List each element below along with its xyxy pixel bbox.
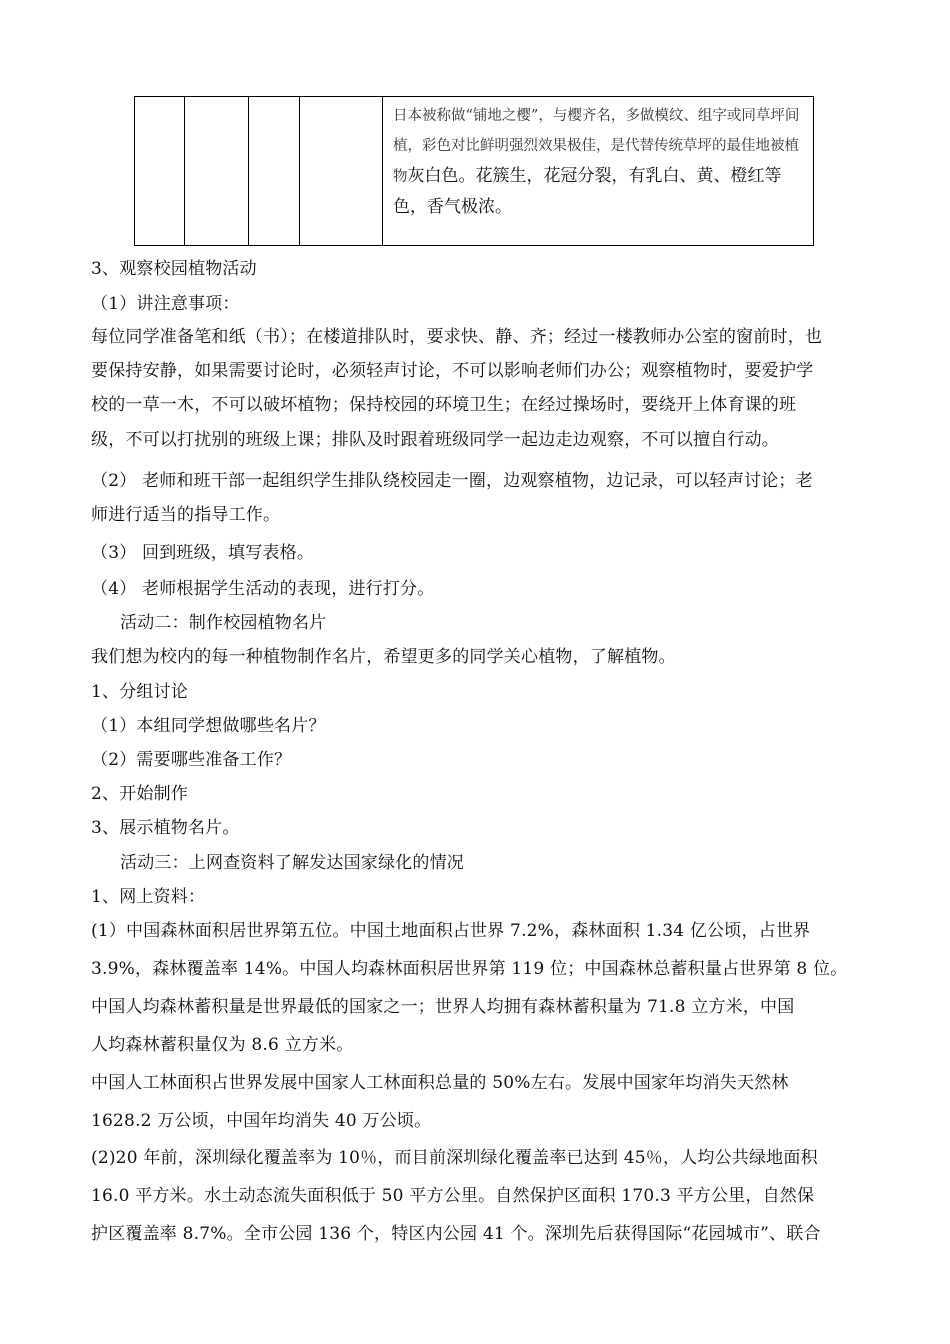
text-line: 1、网上资料： [91,887,206,907]
text-line: 师进行适当的指导工作。 [91,505,281,525]
text-line: 1628.2 万公顷，中国年均消失 40 万公顷。 [91,1111,432,1131]
plant-table [134,96,814,246]
text-line: 3、展示植物名片。 [91,818,240,838]
text-line: 要保持安静，如果需要讨论时，必须轻声讨论，不可以影响老师们办公；观察植物时，要爱护学 [91,361,814,381]
table-cell-empty [185,97,249,246]
text-line: 3、观察校园植物活动 [91,259,257,279]
table-cell-empty [249,97,300,246]
text-line: （3） 回到班级，填写表格。 [91,543,315,563]
text-line: 2、开始制作 [91,784,189,804]
text-line: 护区覆盖率 8.7%。全市公园 136 个，特区内公园 41 个。深圳先后获得国际“花园城市”、联合 [91,1224,821,1244]
text-line: （1）讲注意事项： [91,294,240,314]
text-line: 16.0 平方米。水土动态流失面积低于 50 平方公里。自然保护区面积 170.3 平方公里，自然保 [91,1186,815,1206]
text-line: 中国人均森林蓄积量是世界最低的国家之一；世界人均拥有森林蓄积量为 71.8 立方米，中国 [91,997,795,1017]
text-line: 每位同学准备笔和纸（书）；在楼道排队时，要求快、静、齐；经过一楼教师办公室的窗前时，也 [91,327,823,347]
plant-description [383,97,813,223]
text-line: （2） 老师和班干部一起组织学生排队绕校园走一圈，边观察植物，边记录，可以轻声讨论；老 [91,471,813,491]
text-line: 1、分组讨论 [91,682,189,702]
description-small-text: 日本被称做“铺地之樱”，与樱齐名，多做模纹、组字或同草坪间植，彩色对比鲜明强烈效果极佳，是代替传统草坪的最佳地被植物 [393,108,800,185]
description-large-text: 灰白色。花簇生，花冠分裂，有乳白、黄、橙红等色，香气极浓。 [393,166,782,217]
table-row [135,97,814,246]
text-line: （2）需要哪些准备工作？ [91,750,292,770]
section-heading: 活动二：制作校园植物名片 [120,613,327,633]
text-line: 我们想为校内的每一种植物制作名片，希望更多的同学关心植物，了解植物。 [91,647,676,667]
table-cell-description [383,97,814,246]
text-line: 中国人工林面积占世界发展中国家人工林面积总量的 50%左右。发展中国家年均消失天然林 [91,1073,789,1093]
text-line: (1）中国森林面积居世界第五位。中国土地面积占世界 7.2%，森林面积 1.34 亿公顷，占世界 [91,921,811,941]
text-line: 人均森林蓄积量仅为 8.6 立方米。 [91,1035,354,1055]
table-cell-empty [135,97,185,246]
text-line: 校的一草一木，不可以破坏植物；保持校园的环境卫生；在经过操场时，要绕开上体育课的班 [91,395,797,415]
section-heading: 活动三：上网查资料了解发达国家绿化的情况 [120,853,464,873]
text-line: (2)20 年前，深圳绿化覆盖率为 10％，而目前深圳绿化覆盖率已达到 45％，人均公共绿地面积 [91,1148,818,1168]
text-line: 3.9%，森林覆盖率 14%。中国人均森林面积居世界第 119 位；中国森林总蓄积量占世界第 8 位。 [91,959,848,979]
text-line: 级，不可以打扰别的班级上课；排队及时跟着班级同学一起边走边观察，不可以擅自行动。 [91,430,779,450]
text-line: （1）本组同学想做哪些名片？ [91,716,326,736]
text-line: （4） 老师根据学生活动的表现，进行打分。 [91,579,435,599]
table-cell-empty [300,97,383,246]
